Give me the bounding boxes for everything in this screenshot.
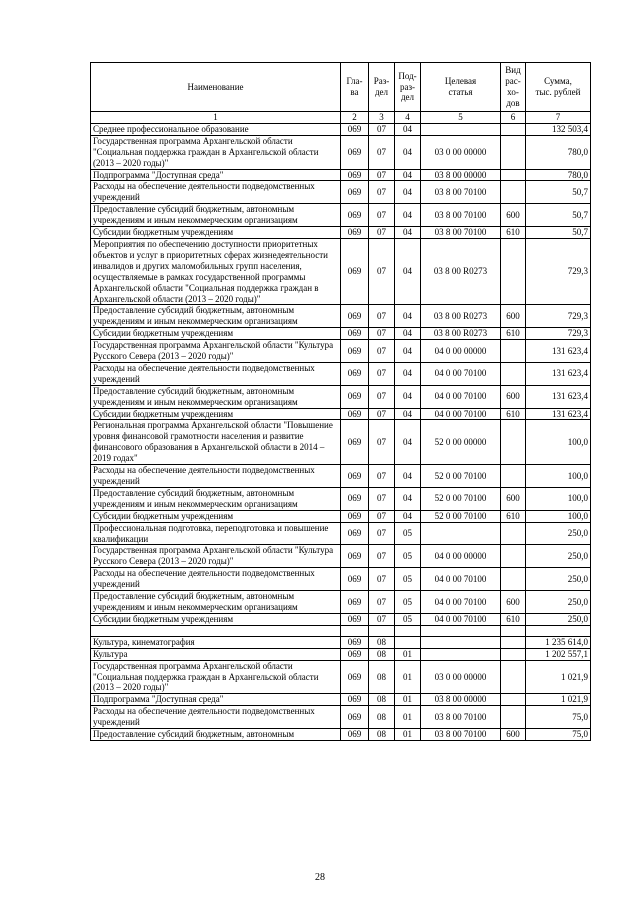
table-row — [91, 340, 591, 363]
cell-sum: 1 235 614,0 — [526, 636, 591, 648]
cell-expense-type — [501, 568, 526, 591]
cell-empty — [341, 625, 369, 636]
cell-sum: 780,0 — [526, 135, 591, 169]
cell-subsection: 04 — [395, 385, 421, 408]
cell-subsection: 05 — [395, 591, 421, 614]
cell-chapter: 069 — [341, 408, 369, 420]
cell-sum: 50,7 — [526, 181, 591, 204]
cell-section: 07 — [369, 522, 395, 545]
cell-target-article — [421, 648, 501, 660]
cell-chapter: 069 — [341, 706, 369, 729]
column-number: 6 — [501, 112, 526, 124]
table-row — [91, 123, 591, 135]
cell-chapter: 069 — [341, 135, 369, 169]
cell-subsection: 04 — [395, 487, 421, 510]
cell-subsection: 04 — [395, 135, 421, 169]
cell-target-article: 03 8 00 70100 — [421, 729, 501, 741]
cell-expense-type — [501, 660, 526, 694]
cell-target-article: 04 0 00 70100 — [421, 408, 501, 420]
cell-sum: 250,0 — [526, 522, 591, 545]
cell-target-article: 03 8 00 00000 — [421, 694, 501, 706]
cell-name: Расходы на обеспечение деятельности подведомственных учреждений — [91, 465, 341, 488]
cell-expense-type — [501, 169, 526, 181]
header-section: Раз- дел — [369, 63, 395, 112]
table-row — [91, 729, 591, 741]
cell-empty — [91, 625, 341, 636]
cell-target-article: 03 8 00 R0273 — [421, 238, 501, 304]
cell-section: 07 — [369, 305, 395, 328]
page-number: 28 — [315, 872, 325, 883]
column-number: 1 — [91, 112, 341, 124]
cell-name: Подпрограмма "Доступная среда" — [91, 694, 341, 706]
cell-name: Мероприятия по обеспечению доступности приоритетных объектов и услуг в приоритетных сферах жизнедеятельности инвалидов и других маломобильных групп населения, осуществляемые в рамках государственной программы Архангельской области "Социальная поддержка граждан в Архангельской области (2013 – 2020 годы)" — [91, 238, 341, 304]
table-row — [91, 522, 591, 545]
cell-name: Региональная программа Архангельской области "Повышение уровня финансовой грамотности населения и развитие финансового образования в Архангельской области в 2014 – 2019 годах" — [91, 420, 341, 465]
cell-section: 07 — [369, 204, 395, 227]
table-row — [91, 169, 591, 181]
cell-subsection: 04 — [395, 362, 421, 385]
cell-expense-type — [501, 706, 526, 729]
cell-subsection: 04 — [395, 238, 421, 304]
cell-chapter: 069 — [341, 591, 369, 614]
cell-subsection: 04 — [395, 169, 421, 181]
cell-sum: 729,3 — [526, 305, 591, 328]
cell-chapter: 069 — [341, 613, 369, 625]
table-row — [91, 420, 591, 465]
cell-sum: 131 623,4 — [526, 385, 591, 408]
cell-expense-type: 600 — [501, 204, 526, 227]
cell-expense-type: 610 — [501, 227, 526, 239]
cell-target-article: 03 8 00 R0273 — [421, 328, 501, 340]
cell-sum: 1 202 557,1 — [526, 648, 591, 660]
table-header — [91, 63, 591, 124]
cell-empty — [526, 625, 591, 636]
cell-expense-type: 600 — [501, 487, 526, 510]
cell-target-article: 52 0 00 70100 — [421, 510, 501, 522]
cell-chapter: 069 — [341, 340, 369, 363]
table-row — [91, 487, 591, 510]
cell-target-article: 52 0 00 00000 — [421, 420, 501, 465]
cell-section: 07 — [369, 340, 395, 363]
cell-section: 07 — [369, 123, 395, 135]
cell-sum: 250,0 — [526, 545, 591, 568]
cell-subsection: 04 — [395, 328, 421, 340]
cell-name: Подпрограмма "Доступная среда" — [91, 169, 341, 181]
table-row — [91, 694, 591, 706]
cell-expense-type — [501, 636, 526, 648]
cell-sum: 132 503,4 — [526, 123, 591, 135]
column-number: 7 — [526, 112, 591, 124]
cell-subsection: 01 — [395, 694, 421, 706]
cell-name: Культура, кинематография — [91, 636, 341, 648]
cell-subsection — [395, 636, 421, 648]
cell-subsection: 01 — [395, 729, 421, 741]
cell-chapter: 069 — [341, 385, 369, 408]
cell-subsection: 04 — [395, 510, 421, 522]
cell-name: Предоставление субсидий бюджетным, автономным учреждениям и иным некоммерческим организациям — [91, 487, 341, 510]
cell-expense-type — [501, 545, 526, 568]
cell-name: Предоставление субсидий бюджетным, автономным учреждениям и иным некоммерческим организациям — [91, 591, 341, 614]
cell-section: 08 — [369, 706, 395, 729]
cell-section: 07 — [369, 613, 395, 625]
cell-subsection: 05 — [395, 568, 421, 591]
cell-target-article: 04 0 00 70100 — [421, 591, 501, 614]
cell-subsection: 04 — [395, 340, 421, 363]
cell-target-article: 03 8 00 70100 — [421, 204, 501, 227]
cell-chapter: 069 — [341, 328, 369, 340]
table-row — [91, 385, 591, 408]
table-row — [91, 328, 591, 340]
cell-chapter: 069 — [341, 545, 369, 568]
cell-chapter: 069 — [341, 420, 369, 465]
cell-expense-type — [501, 694, 526, 706]
cell-expense-type: 600 — [501, 305, 526, 328]
cell-section: 07 — [369, 135, 395, 169]
cell-chapter: 069 — [341, 510, 369, 522]
cell-sum: 100,0 — [526, 487, 591, 510]
cell-expense-type — [501, 181, 526, 204]
cell-section: 07 — [369, 169, 395, 181]
cell-name: Государственная программа Архангельской области "Социальная поддержка граждан в Архангельской области (2013 – 2020 годы)" — [91, 135, 341, 169]
cell-name: Профессиональная подготовка, переподготовка и повышение квалификации — [91, 522, 341, 545]
cell-sum: 131 623,4 — [526, 408, 591, 420]
column-number: 3 — [369, 112, 395, 124]
cell-subsection: 01 — [395, 660, 421, 694]
header-chapter: Гла- ва — [341, 63, 369, 112]
cell-name: Культура — [91, 648, 341, 660]
cell-sum: 50,7 — [526, 204, 591, 227]
cell-sum: 780,0 — [526, 169, 591, 181]
cell-empty — [369, 625, 395, 636]
table-row — [91, 636, 591, 648]
cell-chapter: 069 — [341, 694, 369, 706]
cell-name: Предоставление субсидий бюджетным, автономным учреждениям и иным некоммерческим организациям — [91, 204, 341, 227]
cell-section: 08 — [369, 648, 395, 660]
cell-section: 07 — [369, 545, 395, 568]
cell-chapter: 069 — [341, 204, 369, 227]
cell-name: Предоставление субсидий бюджетным, автономным — [91, 729, 341, 741]
cell-subsection: 04 — [395, 181, 421, 204]
cell-section: 07 — [369, 328, 395, 340]
cell-sum: 1 021,9 — [526, 660, 591, 694]
cell-subsection: 04 — [395, 465, 421, 488]
table-row — [91, 204, 591, 227]
cell-expense-type: 610 — [501, 613, 526, 625]
cell-name: Субсидии бюджетным учреждениям — [91, 328, 341, 340]
cell-subsection: 05 — [395, 545, 421, 568]
table-row — [91, 135, 591, 169]
table-body — [91, 123, 591, 740]
cell-target-article: 04 0 00 00000 — [421, 340, 501, 363]
table-row — [91, 613, 591, 625]
header-target-article: Целевая статья — [421, 63, 501, 112]
cell-name: Государственная программа Архангельской области "Культура Русского Севера (2013 – 2020 годы)" — [91, 545, 341, 568]
column-number: 5 — [421, 112, 501, 124]
cell-target-article — [421, 123, 501, 135]
cell-section: 07 — [369, 420, 395, 465]
cell-chapter: 069 — [341, 660, 369, 694]
spacer-row — [91, 625, 591, 636]
table-row — [91, 568, 591, 591]
cell-name: Расходы на обеспечение деятельности подведомственных учреждений — [91, 181, 341, 204]
cell-subsection: 04 — [395, 420, 421, 465]
cell-subsection: 04 — [395, 408, 421, 420]
cell-name: Субсидии бюджетным учреждениям — [91, 227, 341, 239]
cell-chapter: 069 — [341, 238, 369, 304]
cell-target-article: 03 0 00 00000 — [421, 135, 501, 169]
cell-section: 08 — [369, 636, 395, 648]
cell-expense-type — [501, 123, 526, 135]
header-name: Наименование — [91, 63, 341, 112]
cell-section: 07 — [369, 385, 395, 408]
cell-section: 07 — [369, 510, 395, 522]
cell-section: 08 — [369, 729, 395, 741]
cell-target-article: 52 0 00 70100 — [421, 487, 501, 510]
cell-expense-type: 610 — [501, 328, 526, 340]
table-row — [91, 408, 591, 420]
cell-chapter: 069 — [341, 465, 369, 488]
cell-expense-type: 600 — [501, 591, 526, 614]
cell-section: 07 — [369, 362, 395, 385]
cell-subsection: 01 — [395, 648, 421, 660]
cell-target-article — [421, 522, 501, 545]
cell-name: Субсидии бюджетным учреждениям — [91, 510, 341, 522]
cell-expense-type: 610 — [501, 510, 526, 522]
cell-target-article: 03 8 00 70100 — [421, 181, 501, 204]
column-number: 4 — [395, 112, 421, 124]
cell-name: Государственная программа Архангельской области "Социальная поддержка граждан в Архангельской области (2013 – 2020 годы)" — [91, 660, 341, 694]
table-row — [91, 181, 591, 204]
cell-section: 07 — [369, 238, 395, 304]
cell-target-article: 04 0 00 70100 — [421, 613, 501, 625]
cell-expense-type: 600 — [501, 729, 526, 741]
column-number-row — [91, 112, 591, 124]
cell-sum: 50,7 — [526, 227, 591, 239]
cell-chapter: 069 — [341, 648, 369, 660]
cell-chapter: 069 — [341, 227, 369, 239]
cell-name: Субсидии бюджетным учреждениям — [91, 613, 341, 625]
cell-target-article: 03 8 00 70100 — [421, 706, 501, 729]
cell-name: Предоставление субсидий бюджетным, автономным учреждениям и иным некоммерческим организациям — [91, 305, 341, 328]
cell-expense-type — [501, 465, 526, 488]
cell-target-article: 04 0 00 70100 — [421, 568, 501, 591]
cell-target-article: 03 8 00 70100 — [421, 227, 501, 239]
cell-subsection: 04 — [395, 204, 421, 227]
table-row — [91, 706, 591, 729]
cell-name: Расходы на обеспечение деятельности подведомственных учреждений — [91, 568, 341, 591]
cell-sum: 100,0 — [526, 510, 591, 522]
cell-target-article: 04 0 00 70100 — [421, 362, 501, 385]
cell-sum: 100,0 — [526, 465, 591, 488]
cell-section: 08 — [369, 660, 395, 694]
cell-name: Государственная программа Архангельской области "Культура Русского Севера (2013 – 2020 годы)" — [91, 340, 341, 363]
table-row — [91, 648, 591, 660]
cell-expense-type: 600 — [501, 385, 526, 408]
table-row — [91, 545, 591, 568]
cell-sum: 75,0 — [526, 706, 591, 729]
cell-expense-type — [501, 135, 526, 169]
cell-section: 07 — [369, 591, 395, 614]
cell-target-article: 03 0 00 00000 — [421, 660, 501, 694]
cell-expense-type: 610 — [501, 408, 526, 420]
cell-chapter: 069 — [341, 636, 369, 648]
table-row — [91, 591, 591, 614]
cell-chapter: 069 — [341, 305, 369, 328]
cell-sum: 250,0 — [526, 568, 591, 591]
cell-sum: 100,0 — [526, 420, 591, 465]
cell-expense-type — [501, 238, 526, 304]
header-subsection: Под- раз- дел — [395, 63, 421, 112]
cell-name: Предоставление субсидий бюджетным, автономным учреждениям и иным некоммерческим организациям — [91, 385, 341, 408]
cell-target-article: 04 0 00 00000 — [421, 545, 501, 568]
cell-name: Субсидии бюджетным учреждениям — [91, 408, 341, 420]
cell-subsection: 04 — [395, 227, 421, 239]
cell-sum: 729,3 — [526, 238, 591, 304]
cell-section: 07 — [369, 465, 395, 488]
table-row — [91, 660, 591, 694]
column-number: 2 — [341, 112, 369, 124]
cell-expense-type — [501, 362, 526, 385]
cell-target-article: 52 0 00 70100 — [421, 465, 501, 488]
cell-empty — [501, 625, 526, 636]
cell-target-article: 03 8 00 R0273 — [421, 305, 501, 328]
header-expense-type: Вид рас- хо- дов — [501, 63, 526, 112]
cell-sum: 75,0 — [526, 729, 591, 741]
cell-target-article: 03 8 00 00000 — [421, 169, 501, 181]
cell-section: 08 — [369, 694, 395, 706]
budget-table — [90, 62, 591, 741]
header-row — [91, 63, 591, 112]
cell-subsection: 05 — [395, 613, 421, 625]
cell-subsection: 04 — [395, 123, 421, 135]
cell-chapter: 069 — [341, 522, 369, 545]
cell-name: Среднее профессиональное образование — [91, 123, 341, 135]
cell-section: 07 — [369, 487, 395, 510]
cell-sum: 131 623,4 — [526, 340, 591, 363]
cell-chapter: 069 — [341, 181, 369, 204]
table-row — [91, 305, 591, 328]
cell-section: 07 — [369, 181, 395, 204]
cell-chapter: 069 — [341, 729, 369, 741]
cell-sum: 250,0 — [526, 591, 591, 614]
table-row — [91, 465, 591, 488]
cell-empty — [421, 625, 501, 636]
cell-sum: 1 021,9 — [526, 694, 591, 706]
cell-sum: 131 623,4 — [526, 362, 591, 385]
cell-section: 07 — [369, 568, 395, 591]
cell-section: 07 — [369, 227, 395, 239]
cell-empty — [395, 625, 421, 636]
cell-subsection: 01 — [395, 706, 421, 729]
cell-expense-type — [501, 522, 526, 545]
table-row — [91, 238, 591, 304]
cell-sum: 250,0 — [526, 613, 591, 625]
cell-expense-type — [501, 420, 526, 465]
cell-subsection: 05 — [395, 522, 421, 545]
cell-chapter: 069 — [341, 169, 369, 181]
cell-subsection: 04 — [395, 305, 421, 328]
cell-chapter: 069 — [341, 362, 369, 385]
table-row — [91, 362, 591, 385]
cell-name: Расходы на обеспечение деятельности подведомственных учреждений — [91, 362, 341, 385]
cell-target-article: 04 0 00 70100 — [421, 385, 501, 408]
cell-expense-type — [501, 340, 526, 363]
table-row — [91, 227, 591, 239]
cell-chapter: 069 — [341, 487, 369, 510]
cell-section: 07 — [369, 408, 395, 420]
table-row — [91, 510, 591, 522]
cell-expense-type — [501, 648, 526, 660]
cell-sum: 729,3 — [526, 328, 591, 340]
cell-target-article — [421, 636, 501, 648]
cell-chapter: 069 — [341, 123, 369, 135]
cell-chapter: 069 — [341, 568, 369, 591]
header-sum: Сумма, тыс. рублей — [526, 63, 591, 112]
cell-name: Расходы на обеспечение деятельности подведомственных учреждений — [91, 706, 341, 729]
